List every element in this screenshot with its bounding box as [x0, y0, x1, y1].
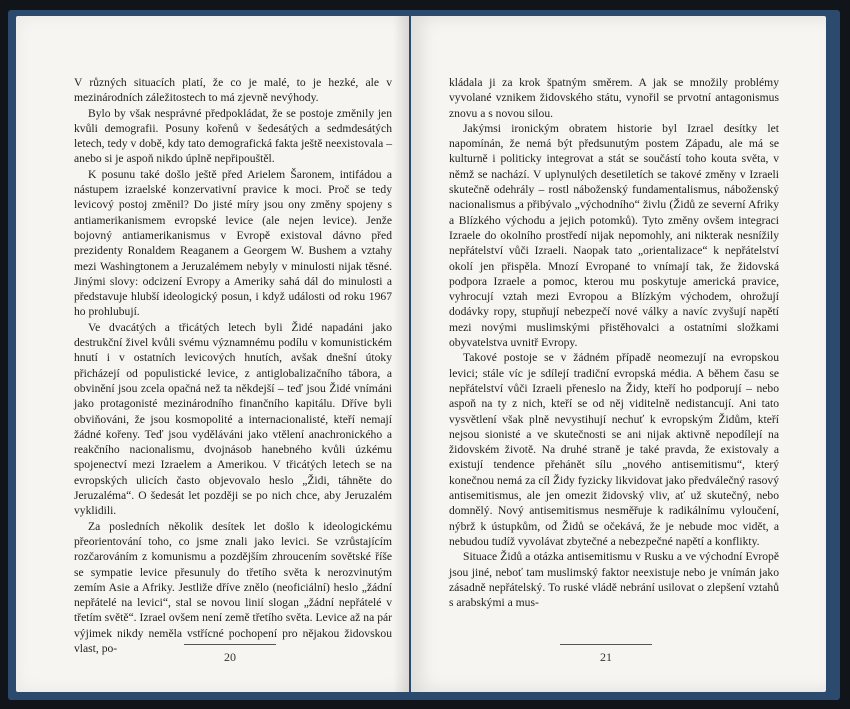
paragraph: Jakýmsi ironickým obratem historie byl Izrael desítky let napomínán, že nemá být předsunutým postem Západu, ale má se kulturně i politicky integrovat a stát se součástí toho kouta světa, v němž se nachází. V uplynulých desetiletích se takové změny v Izraeli skutečně odehrály – rostl náboženský fundamentalismus, náboženský nacionalismus a přibývalo „východního“ živlu (Židů ze severní Afriky a Blízkého východu a jejich potomků). Tyto změny ovšem integraci Izraele do okolního prostředí nijak nepomohly, ani nikterak nesnížily nepřátelství vůči Izraeli. Naopak tato „orientalizace“ k nepřátelství okolí jen přispěla. Mnozí Evropané to vnímají tak, že židovská podpora Izraele a pomoc, kterou mu poskytuje americká pravice, vyhrocují vztah mezi Evropou a Blízkým východem, ohrožují dodávky ropy, stupňují nebezpečí nové války a navíc zvyšují napětí mezi novými muslimskými přistěhovalci a ostatními složkami obyvatelstva uvnitř Evropy.: [449, 121, 779, 350]
paragraph: Takové postoje se v žádném případě neomezují na evropskou levici; stále víc je sdílejí tradiční evropská média. A během času se nepřátelství vůči Izraeli přeneslo na Židy, kteří ho podporují – nebo aspoň na ty z nich, kteří se od něj viditelně nedistancují. Ani tato vysvětlení však plně nevystihují nechuť k evropským Židům, kteří nejsou sionisté a ve skutečnosti se ani nijak aktivně nepodílejí na židovském životě. Na druhé straně je také pravda, že existovaly a existují tendence přehánět sílu „nového antisemitismu“, který konečnou nemá za cíl Židy fyzicky likvidovat jako předválečný rasový antisemitismus, ale jen omezit židovský vliv, ať už skutečný, nebo domnělý. Nový antisemitismus nesměřuje k radikálnímu vyloučení, nýbrž k ústupkům, od Židů se očekává, že je nebude moc vidět, a nebudou tudíž vyvolávat zbytečné a nebezpečné napětí a konflikty.: [449, 351, 779, 548]
paragraph: Bylo by však nesprávné předpokládat, že se postoje změnily jen kvůli demografii. Posuny kořenů v šedesátých a sedmdesátých letech, tedy v době, kdy tato demografická fakta ještě neexistovala – anebo si je aspoň nikdo úplně nepřipouštěl.: [74, 106, 392, 166]
paragraph: Ve dvacátých a třicátých letech byli Židé napadáni jako destrukční živel kvůli svému významnému podílu v komunistickém hnutí i v ostatních levicových hnutích, avšak dnešní útoky přicházejí od populistické levice, z antiglobalizačního tábora, a obvinění jsou zcela opačná než ta někdejší – teď jsou Židé vnímáni jako protagonisté mezinárodního finančního kapitálu. Dříve byli obviňováni, že jsou kosmopolité a internacionalisté, kteří nemají žádné kořeny. Teď jsou vyděláváni jako vtělení anachronického a reakčního nacionalismu, dvojnásob hanebného kvůli úzkému spojenectví mezi Izraelem a Amerikou. V třicátých letech se na evropských ulicích často objevovalo heslo „Židi, táhněte do Jeruzaléma“. O šedesát let později se po nich chce, aby Jeruzalém vyklidili.: [74, 320, 392, 518]
left-page: [16, 16, 409, 692]
left-page-text: [74, 75, 392, 656]
page-number-rule: [560, 644, 652, 645]
right-page: [411, 16, 826, 692]
page-number: 21: [600, 650, 612, 664]
book-spread: [8, 10, 840, 700]
paragraph: K posunu také došlo ještě před Arielem Šaronem, intifádou a nástupem izraelské konzervativní pravice k moci. Proč se tedy levicový postoj změnil? Do jisté míry jsou ony změny spojeny s antiamerikanismem evropské levice (ale nejen levice). Jenže bojovný antiamerikanismus v Evropě existoval dávno před prezidenty Ronaldem Reaganem a Georgem W. Bushem a vztahy mezi Washingtonem a Jeruzalémem nebyly v minulosti nijak těsné. Jinými slovy: odcizení Evropy a Ameriky sahá dál do minulosti a představuje hlubší ideologický posun, i když události od roku 1967 ho prohlubují.: [74, 167, 392, 319]
right-page-text: [449, 75, 779, 610]
page-number: 20: [224, 650, 236, 664]
paragraph: Situace Židů a otázka antisemitismu v Rusku a ve východní Evropě jsou jiné, neboť tam muslimský faktor neexistuje nebo je vnímán jako zásadně nepřátelský. To ruské vládě nebrání usilovat o zlepšení vztahů s arabskými a mus-: [449, 550, 779, 610]
paragraph: kládala ji za krok špatným směrem. A jak se množily problémy vyvolané vznikem židovského státu, vynořil se prvotní antagonismus znovu a s novou silou.: [449, 76, 779, 120]
paragraph: V různých situacích platí, že co je malé, to je hezké, ale v mezinárodních záležitostech to má zjevně nevýhody.: [74, 76, 392, 105]
paragraph: Za posledních několik desítek let došlo k ideologickému přeorientování toho, co jsme znali jako levici. Se vzrůstajícím rozčarováním z komunismu a pozdějším zhroucením sovětské říše se sympatie levice přesunuly do třetího světa k nerozvinutým zemím Asie a Afriky. Jestliže dříve znělo (neoficiální) heslo „žádní nepřátelé na levici“, stal se novou linií slogan „žádní nepřátelé v třetím světě“. Izrael ovšem není země třetího světa. Levice až na pár výjimek nikdy neměla vstřícné pochopení pro nějakou židovskou vlast, po-: [74, 519, 392, 655]
page-number-rule: [184, 644, 276, 645]
